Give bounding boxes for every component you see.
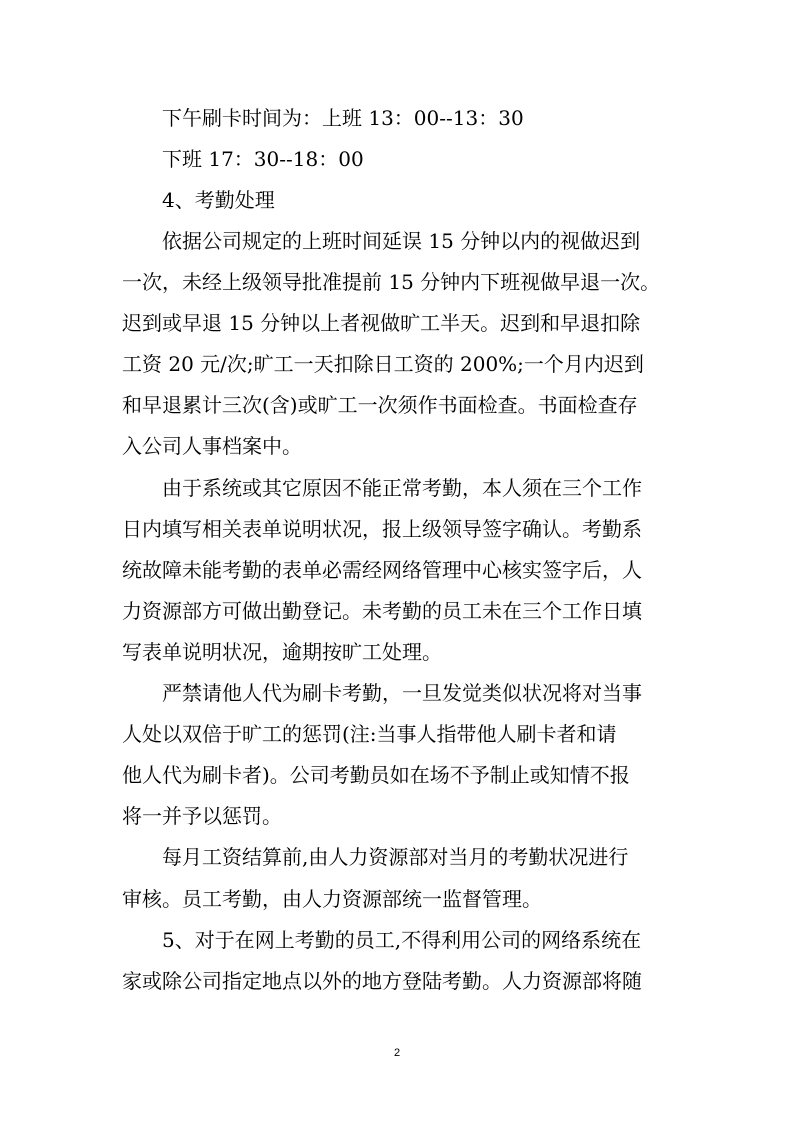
text-line: 每月工资结算前,由人力资源部对当月的考勤状况进行 <box>162 845 629 869</box>
text-line: 一次，未经上级领导批准提前 15 分钟内下班视做早退一次。 <box>122 270 661 294</box>
text-line: 迟到或早退 15 分钟以上者视做旷工半天。迟到和早退扣除 <box>122 311 641 335</box>
text-line: 由于系统或其它原因不能正常考勤，本人须在三个工作 <box>162 476 642 500</box>
text-line: 下班 17：30--18：00 <box>162 147 364 171</box>
text-line: 依据公司规定的上班时间延误 15 分钟以内的视做迟到 <box>162 229 641 253</box>
text-line: 工资 20 元/次;旷工一天扣除日工资的 200%;一个月内迟到 <box>122 352 644 376</box>
text-line: 日内填写相关表单说明状况，报上级领导签字确认。考勤系 <box>122 517 642 541</box>
text-line: 他人代为刷卡者)。公司考勤员如在场不予制止或知情不报 <box>122 763 630 787</box>
text-line: 审核。员工考勤，由人力资源部统一监督管理。 <box>122 887 542 911</box>
page-number: 2 <box>393 1047 401 1059</box>
section-heading: 4、考勤处理 <box>162 188 275 212</box>
text-line: 下午刷卡时间为：上班 13：00--13：30 <box>162 106 524 130</box>
text-line: 和早退累计三次(含)或旷工一次须作书面检查。书面检查存 <box>122 393 638 417</box>
text-line: 力资源部方可做出勤登记。未考勤的员工未在三个工作日填 <box>122 599 642 623</box>
text-line: 统故障未能考勤的表单必需经网络管理中心核实签字后，人 <box>122 558 642 582</box>
text-line: 将一并予以惩罚。 <box>122 804 282 828</box>
text-line: 5、对于在网上考勤的员工,不得利用公司的网络系统在 <box>162 928 642 952</box>
text-line: 入公司人事档案中。 <box>122 434 302 458</box>
text-line: 写表单说明状况，逾期按旷工处理。 <box>122 640 442 664</box>
text-line: 人处以双倍于旷工的惩罚(注:当事人指带他人刷卡者和请 <box>122 722 617 746</box>
text-line: 家或除公司指定地点以外的地方登陆考勤。人力资源部将随 <box>122 969 642 993</box>
text-line: 严禁请他人代为刷卡考勤，一旦发觉类似状况将对当事 <box>162 681 642 705</box>
